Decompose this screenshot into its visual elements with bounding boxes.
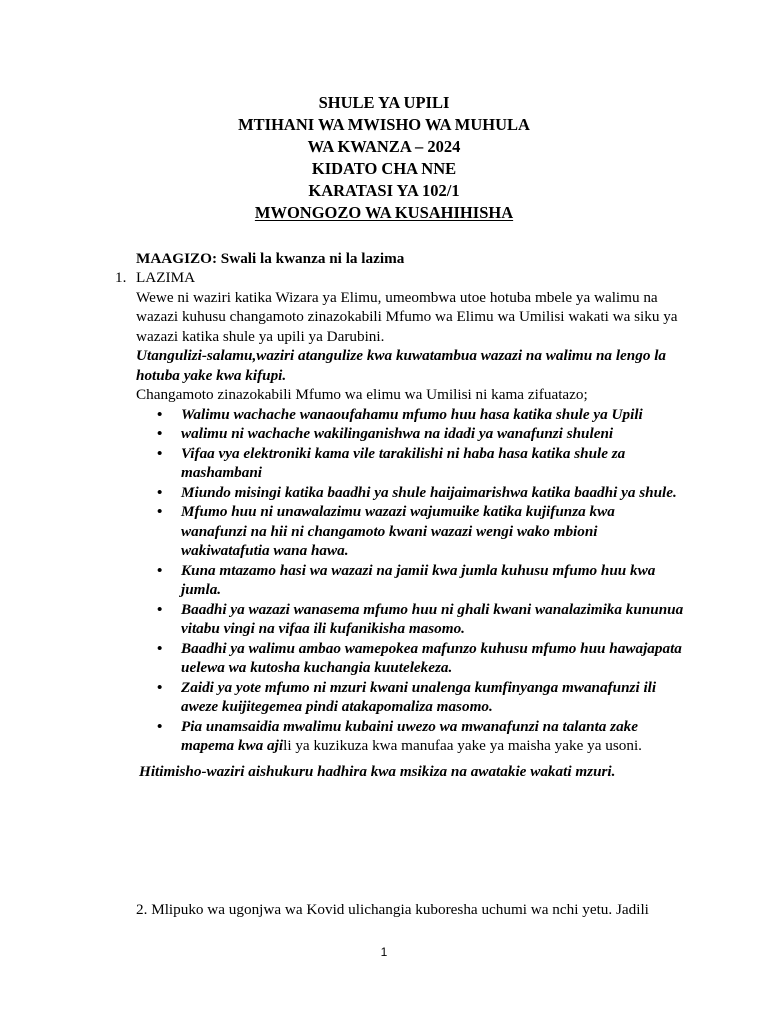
paper-code: KARATASI YA 102/1 — [308, 181, 460, 200]
bullet-icon: • — [157, 483, 163, 501]
list-item: • Kuna mtazamo hasi wa wazazi na jamii kwa jumla kuhusu mfumo huu kwa jumla. — [157, 561, 656, 598]
question-1-number: 1. — [115, 269, 127, 286]
bullet-icon: • — [157, 405, 163, 423]
question-1-label: LAZIMA — [136, 269, 196, 286]
bullet-icon: • — [157, 444, 163, 462]
list-item: • walimu ni wachache wakilinganishwa na idadi ya wanafunzi shuleni — [157, 425, 614, 442]
bullet-icon: • — [157, 425, 163, 442]
question-2: 2. Mlipuko wa ugonjwa wa Kovid ulichangia kuboresha uchumi wa nchi yetu. Jadili — [136, 901, 649, 918]
list-item: • Walimu wachache wanaoufahamu mfumo huu hasa katika shule ya Upili — [157, 405, 643, 423]
bullet-icon: • — [157, 503, 163, 520]
challenges-intro: Changamoto zinazokabili Mfumo wa elimu wa Umilisi ni kama zifuatazo; — [136, 386, 588, 403]
bullet-icon: • — [157, 639, 163, 657]
list-item: • Vifaa vya elektroniki kama vile tarakilishi ni haba hasa katika shule za mashambani — [157, 444, 626, 481]
bullet-icon: • — [157, 678, 163, 696]
list-item: • Mfumo huu ni unawalazimu wazazi wajumuike katika kujifunza kwa wanafunzi na hii ni changamoto kwani wazazi wengi wako mbioni wakiwatafutia wana hawa. — [157, 503, 615, 559]
marking-scheme-title: MWONGOZO WA KUSAHIHISHA — [254, 203, 514, 222]
list-item: • Miundo misingi katika baadhi ya shule haijaimarishwa katika baadhi ya shule. — [157, 483, 677, 501]
school-title: SHULE YA UPILI — [318, 93, 450, 112]
list-item: • Baadhi ya wazazi wanasema mfumo huu ni ghali kwani wanalazimika kununua vitabu vingi na vifaa ili kufanikisha masomo. — [157, 600, 684, 637]
question-1-prompt: Wewe ni waziri katika Wizara ya Elimu, umeombwa utoe hotuba mbele ya walimu na wazazi kuhusu changamoto zinazokabili Mfumo wa Elimu wa Umilisi wakati wa siku ya wazazi katika shule ya upili ya Darubini. — [136, 288, 678, 345]
term-year: WA KWANZA – 2024 — [307, 137, 461, 156]
instructions: MAAGIZO: Swali la kwanza ni la lazima — [136, 250, 405, 267]
bullet-icon: • — [157, 561, 163, 579]
list-item: • Baadhi ya walimu ambao wamepokea mafunzo kuhusu mfumo huu hawajapata uelewa wa kutosha kuchangia kuutelekeza. — [157, 639, 682, 676]
page-number: 1 — [380, 945, 388, 959]
exam-title: MTIHANI WA MWISHO WA MUHULA — [238, 115, 530, 134]
introduction-note: Utangulizi-salamu,waziri atangulize kwa kuwatambua wazazi na walimu na lengo la hotuba yake kwa kifupi. — [136, 347, 667, 384]
challenges-list — [136, 405, 684, 756]
bullet-icon: • — [157, 717, 163, 735]
bullet-icon: • — [157, 600, 163, 618]
document-header — [0, 92, 768, 224]
form-level: KIDATO CHA NNE — [311, 159, 457, 178]
list-item: • Pia unamsaidia mwalimu kubaini uwezo wa mwanafunzi na talanta zake mapema kwa ajili ya kuzikuza kwa manufaa yake ya maisha yake ya usoni. — [157, 717, 642, 754]
conclusion-note: Hitimisho-waziri aishukuru hadhira kwa msikiza na awatakie wakati mzuri. — [139, 763, 616, 780]
list-item: • Zaidi ya yote mfumo ni mzuri kwani unalenga kumfinyanga mwanafunzi ili aweze kuijitegemea pindi atakapomaliza masomo. — [157, 678, 657, 715]
